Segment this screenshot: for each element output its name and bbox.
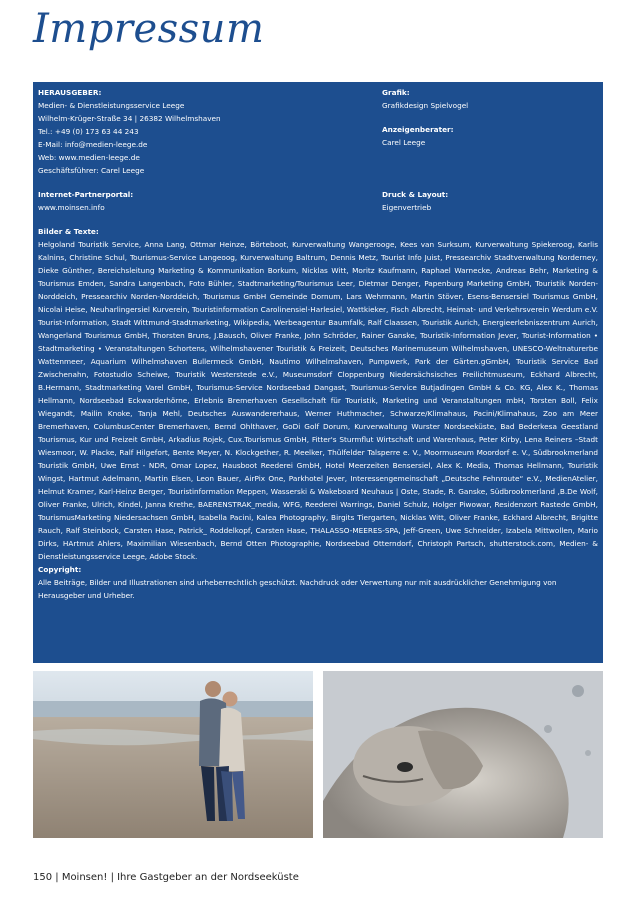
- bilder-text: Helgoland Touristik Service, Anna Lang, Ottmar Heinze, Börteboot, Kurverwaltung Wangerooge, Kees van Surksum, Kurverwaltung Spiekeroog, Karlis Kalnins, Christine Schul, Tourismus-Service Langeoog, Kurverwaltung Baltrum, Dennis Metz, Tourist Info Juist, Pressearchiv Stadtverwaltung Norderney, Dieke Günther, Bereichsleitung Marketing & Kommunikation Borkum, Nicklas Witt, Moritz Kaufmann, Raphael Warnecke, Andreas Behr, Marketing & Tourismus Emden, Sandra Langenbach, Foto Bühler, Stadtmarketing/Tourismus Leer, Dietmar Denger, Papenburg Marketing GmbH, Touristik Norden-Norddeich, Pressearchiv Norden-Norddeich, Tourismus GmbH Gemeinde Dornum, Lars Wehrmann, Martin Stöver, Esens-Bensersiel Tourismus GmbH, Nicolai Heise, Neuharlingersiel Kurverein, Touristinformation Carolinensiel-Harlesiel, Wattkieker, Fisch Albrecht, Heimat- und Verkehrsverein Werdum e.V. Tourist-Information, Stadt Wittmund-Stadtmarketing, Wikipedia, Werbeagentur Baumfalk, Ralf Claassen, Touristik Aurich, Energieerlebniszentrum Aurich, Wangerland Tourismus GmbH, Thorsten Bruns, J.Bausch, Oliver Franke, John Schröder, Rainer Ganske, Touristik-Information Jever, Tourist-Information • Stadtmarketing • Veranstaltungen Schortens, Wilhelmshavener Touristik & Freizeit, Deutsches Marinemuseum Wilhelmshaven, UNESCO-Weltnaturerbe Wattenmeer, Aquarium Wilhelmshaven Bullermeck GmbH, Nautimo Wilhelmshaven, Pumpwerk, Park der Gärten.gGmbH, Touristik Service Bad Zwischenahn, Fotostudio Scheiwe, Touristik Westerstede e.V., Museumsdorf Cloppenburg Niedersächsisches Freilichtmuseum, Eckhard Albrecht, B.Hermann, Stadtmarketing Varel GmbH, Tourismus-Service Nordseebad Dangast, Tourismus-Service Butjadingen GmbH & Co. KG, Alex K., Thomas Hellmann, Nordseebad Eckwarderhörne, Erlebnis Bremerhaven Gesellschaft für Touristik, Marketing und Veranstaltungen mbH, Torsten Boll, Felix Wiegandt, Mailin Knoke, Tanja Mehl, Deutsches Auswandererhaus, Werner Huthmacher, Schwarze/Klimahaus, Pacini/Klimahaus, Zoo am Meer Bremerhaven, ColumbusCenter Bremerhaven, Bernd Ohlthaver, GoDi Golf Dorum, Kurverwaltung Wurster Nordseeküste, Bad Bederkesa Geestland Tourismus, Kur und Freizeit GmbH, Arkadius Rojek, Cux.Tourismus GmbH, Fitter's Sturmflut Wirtschaft und Warenhaus, Peter Kirby, Lena Reiners –Stadt Wiesmoor, W. Placke, Ralf Hilgefort, Bente Meyer, N. Klockgether, R. Meelker, Thülfelder Talsperre e. V., Moormuseum Moordorf e. V., Südbrookmerland Touristik GmbH, Uwe Ernst - NDR, Omar Lopez, Hausboot Reederei GmbH, Hotel Meerzeiten Bensersiel, Alex K. Media, Thomas Hellmann, Touristik Wingst, Hartmut Adelmann, Martin Elsen, Leon Bauer, AirPix One, Parkhotel Jever, Interessengemeinschaft „Deutsche Fehnroute“ e.V., MedienAtelier, Helmut Kramer, Karl-Heinz Berger, Touristinformation Meppen, Wasserski & Wakeboard Neuhaus | Oste, Stade, R. Ganske, Südbrookmerland ,B.De Wolf, Oliver Franke, Ulrich, Kindel, Janna Krethe, BAERENSTRAK_media, WFG, Reederei Warrings, Daniel Schulz, Holger Piwowar, Residenzort Rastede GmbH, TourismusMarketing Niedersachsen GmbH, Isabella Pacini, Kalea Photography, Birgits Tiergarten, Nicklas Witt, Oliver Franke, Eckhard Albrecht, Brigitte Rauch, Ralf Steinbock, Carsten Hase, Patrick_ Roddelkopf, Carsten Hase, THALASSO-MEERES-SPA, Jeff-Green, Uwe Schneider, Izabela Mittwollen, Mario Dirks, HArtmut Ahlers, Maximilian Wiesenbach, Bernd Otten Photographie, Nordseebad Otterndorf, Christoph Partsch, shutterstock.com, Medien- & Dienstleistungsservice Leege, Adobe Stock.: [38, 240, 598, 561]
- publisher-web: Web: www.medien-leege.de: [38, 153, 140, 162]
- seal-photo: [323, 671, 603, 838]
- beach-couple-photo: [33, 671, 313, 838]
- druck-heading: Druck & Layout:: [382, 190, 449, 199]
- copyright-heading: Copyright:: [38, 565, 82, 574]
- druck-value: Eigenvertrieb: [382, 203, 432, 212]
- impressum-box: [33, 82, 603, 663]
- publisher-section: [38, 86, 382, 177]
- anzeigen-value: Carel Leege: [382, 138, 426, 147]
- publisher-name: Medien- & Dienstleistungsservice Leege: [38, 101, 185, 110]
- publisher-phone: Tel.: +49 (0) 173 63 44 243: [38, 127, 139, 136]
- grafik-heading: Grafik:: [382, 88, 410, 97]
- publisher-address: Wilhelm-Krüger-Straße 34 | 26382 Wilhelmshaven: [38, 114, 221, 123]
- anzeigen-heading: Anzeigenberater:: [382, 125, 454, 134]
- page-title: Impressum: [33, 6, 265, 52]
- grafik-value: Grafikdesign Spielvogel: [382, 101, 469, 110]
- grafik-anzeigen-section: [382, 86, 598, 177]
- page-footer: 150 | Moinsen! | Ihre Gastgeber an der Nordseeküste: [33, 872, 299, 883]
- publisher-ceo: Geschäftsführer: Carel Leege: [38, 166, 145, 175]
- portal-section: [38, 188, 382, 214]
- publisher-email: E-Mail: info@medien-leege.de: [38, 140, 148, 149]
- row-portal: [38, 188, 598, 214]
- druck-section: [382, 188, 598, 214]
- portal-heading: Internet-Partnerportal:: [38, 190, 134, 199]
- copyright-text: Alle Beiträge, Bilder und Illustrationen sind urheberrechtlich geschützt. Nachdruck oder Verwertung nur mit ausdrücklicher Genehmigung von Herausgeber und Urheber.: [38, 578, 557, 600]
- publisher-heading: HERAUSGEBER:: [38, 88, 102, 97]
- bilder-heading: Bilder & Texte:: [38, 227, 99, 236]
- portal-value: www.moinsen.info: [38, 203, 105, 212]
- row-publisher: [38, 86, 598, 177]
